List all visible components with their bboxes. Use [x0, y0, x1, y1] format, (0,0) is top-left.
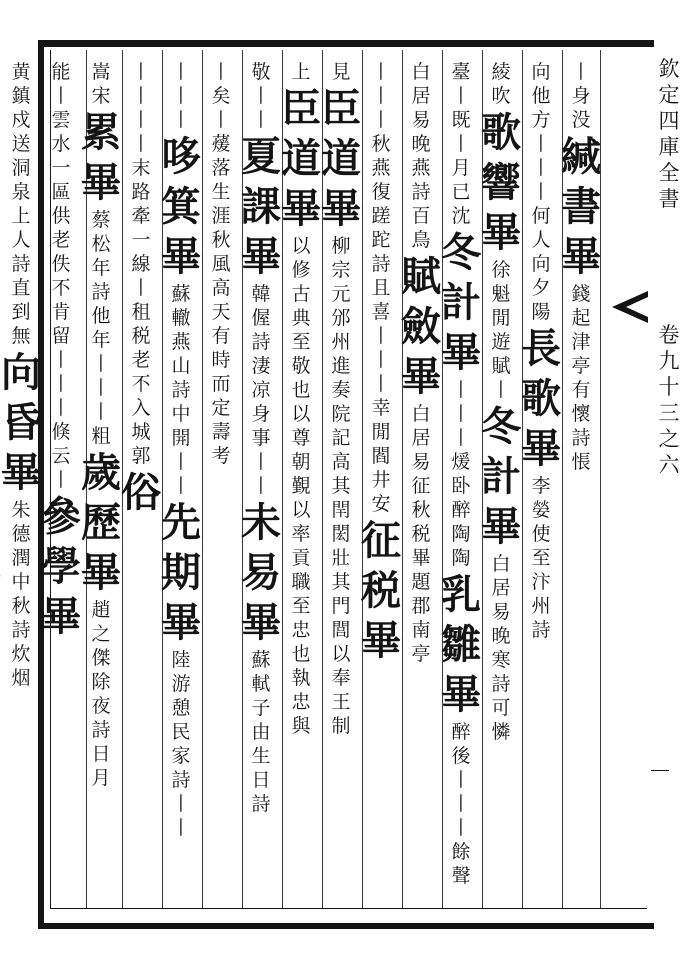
text-column	[401, 60, 441, 905]
entry-text: 蘇轍燕山詩中開丨丨	[171, 283, 191, 497]
entry-text: 丨丨丨秋燕復蹉跎	[371, 61, 391, 251]
entry-text: 丨丨丨	[171, 61, 191, 131]
entry-text: 白居易晚寒詩可憐	[491, 553, 511, 743]
entry-text: 丨丨丨	[131, 61, 151, 131]
entry-text: 敬丨丨	[251, 61, 271, 131]
entry-heading: 向昏畢	[1, 349, 41, 496]
entry-text: 朱德潤中秋詩炊烟	[11, 499, 31, 689]
entry-text: 丨丨丨何人向夕陽	[531, 133, 551, 323]
text-column	[0, 60, 1, 905]
entry-text: 黄鎮戍送洞泉上人詩直到無	[11, 61, 31, 347]
entry-text: 趙之傑除夜詩日月	[91, 599, 111, 789]
entry-heading	[0, 540, 1, 640]
entry-text: 陸游憩民家詩丨丨	[171, 649, 191, 839]
entry-text: 綾吹	[491, 61, 511, 107]
entry-heading: 冬計畢	[441, 229, 481, 376]
entry-text: 丨身没	[571, 61, 591, 131]
volume-number: 卷九十三之六	[658, 323, 680, 477]
entry-text: 錢起津亭有懷詩悵	[571, 283, 591, 473]
text-column	[1, 60, 41, 905]
entry-text: 向他方	[531, 61, 551, 131]
entry-text: 能丨雲水一區供老佚	[51, 61, 71, 275]
entry-text: 丨既丨月已沈	[451, 85, 471, 227]
entry-text: 李嫈使至汴州詩	[531, 475, 551, 641]
entry-heading: 臣道畢	[281, 85, 321, 232]
entry-text: 丨丨丨煖卧醉陶陶	[451, 379, 471, 569]
text-column	[201, 60, 241, 905]
entry-text: 不肯留丨丨丨倏云丨	[51, 277, 71, 491]
text-column	[281, 60, 321, 905]
entry-text: 徐魁閒遊賦丨	[491, 259, 511, 401]
entry-text: 丨蕿落生涯秋風高	[211, 109, 231, 299]
entry-heading: 長歌畢	[521, 325, 561, 472]
entry-text: 丨末路牽一線	[131, 133, 151, 275]
entry-text: 詩且喜丨丨丨幸閒閻井安	[371, 253, 391, 515]
entry-heading: 未易畢	[241, 499, 281, 646]
entry-heading: 先期畢	[161, 499, 201, 646]
entry-heading: 冬計畢	[481, 403, 521, 550]
text-column	[241, 60, 281, 905]
entry-text: 韓偓詩淒凉身事丨丨	[251, 283, 271, 497]
entry-heading: 歲歷畢	[81, 449, 121, 596]
fishtail-mark-icon	[608, 287, 648, 327]
text-column	[441, 60, 481, 905]
entry-text: 上	[291, 61, 311, 83]
entry-text: 醉後丨丨丨餘聲	[451, 721, 471, 887]
entry-text: 丨矣	[211, 61, 231, 107]
text-column	[321, 60, 361, 905]
entry-heading: 征税畢	[361, 517, 401, 664]
entry-text: 嵩宋	[91, 61, 111, 107]
entry-heading: 哆箕畢	[161, 133, 201, 280]
entry-text: 以修古典至敬也以尊朝覲以率貢職至忠也執忠與	[291, 235, 311, 737]
text-column	[81, 60, 121, 905]
text-column	[41, 60, 81, 905]
page-margin	[651, 56, 687, 796]
entry-text: 柳宗元邠州進奏院記高其閈閎壯其門閭以奉王制	[331, 235, 351, 737]
entry-text: 臺	[451, 61, 471, 83]
entry-heading: 賦斂畢	[401, 253, 441, 400]
text-column	[481, 60, 521, 905]
entry-heading: 夏課畢	[241, 133, 281, 280]
text-column	[121, 60, 161, 905]
entry-heading: 臣道畢	[321, 85, 361, 232]
entry-heading: 累畢	[81, 109, 121, 206]
entry-text: 白居易晚燕詩百鳥	[411, 61, 431, 251]
entry-heading: 參學畢	[41, 493, 81, 640]
entry-text: 見	[331, 61, 351, 83]
entry-heading: 緘書畢	[561, 133, 601, 280]
entry-text: 天有時而定壽考	[211, 301, 231, 467]
entry-text: 蔡松年詩他年丨丨丨粗	[91, 209, 111, 447]
text-column	[521, 60, 561, 905]
entry-text: 白居易征秋税畢題郡南亭	[411, 403, 431, 665]
entry-heading: 乳雛畢	[441, 571, 481, 718]
entry-heading: 俗	[121, 469, 161, 516]
text-column	[161, 60, 201, 905]
entry-text: 蘇軾子由生日詩	[251, 649, 271, 815]
book-title: 欽定四庫全書	[658, 57, 680, 211]
entry-heading: 歌響畢	[481, 109, 521, 256]
text-column	[561, 60, 601, 905]
entry-text: 丨租税老不入城郭	[131, 277, 151, 467]
text-column	[361, 60, 401, 905]
